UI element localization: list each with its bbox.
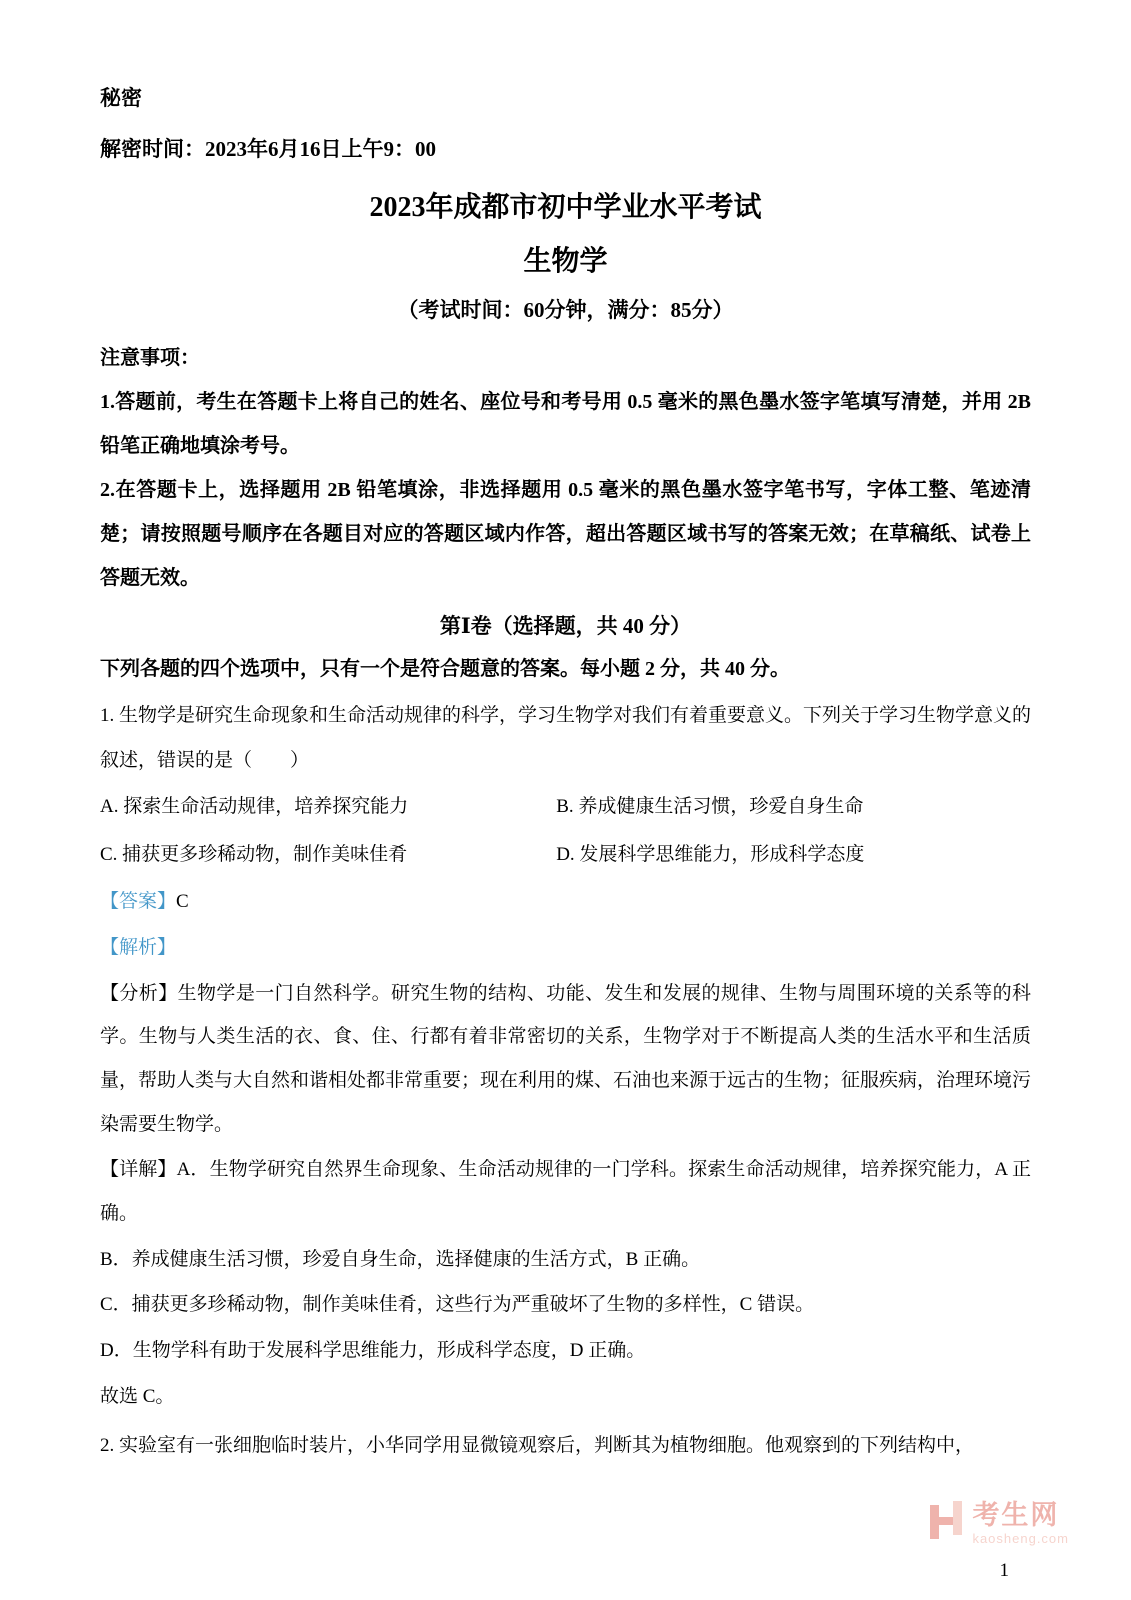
- question-1-answer-line: [100, 880, 1031, 924]
- question-1-xiangjie-a: 【详解】A．生物学研究自然界生命现象、生命活动规律的一门学科。探索生命活动规律，培养探究能力，A 正确。: [100, 1159, 1031, 1224]
- question-1-stem: 1. 生物学是研究生命现象和生命活动规律的科学，学习生物学对我们有着重要意义。下列关于学习生物学意义的叙述，错误的是（ ）: [100, 704, 1032, 771]
- question-1-options-row-2: [100, 831, 1031, 879]
- section-title: 第Ⅰ卷（选择题，共 40 分）: [439, 613, 692, 638]
- question-1-analysis-marker-line: [100, 926, 1031, 970]
- decrypt-time-label: 解密时间：2023年6月16日上午9：00: [100, 137, 436, 162]
- notice-item-2: 2.在答题卡上，选择题用 2B 铅笔填涂，非选择题用 0.5 毫米的黑色墨水签字笔书写，字体工整、笔迹清楚；请按照题号顺序在各题目对应的答题区域内作答，超出答题区域书写的答案无效；在草稿纸、试卷上答题无效。: [100, 478, 1031, 589]
- analysis-marker: 【解析】: [100, 936, 177, 958]
- subject-title: 生物学: [523, 245, 608, 277]
- watermark-site-domain: kaosheng.com: [972, 1531, 1069, 1547]
- answer-marker: 【答案】: [100, 891, 177, 913]
- section-instruction: 下列各题的四个选项中，只有一个是符合题意的答案。每小题 2 分，共 40 分。: [100, 657, 790, 680]
- question-2-stem: 2. 实验室有一张细胞临时装片，小华同学用显微镜观察后，判断其为植物细胞。他观察到的下列结构中，: [100, 1435, 975, 1457]
- kaosheng-logo-icon: [928, 1501, 964, 1541]
- exam-info-line: （考试时间：60分钟，满分：85分）: [397, 298, 734, 323]
- question-1-option-a: A. 探索生命活动规律，培养探究能力: [100, 796, 409, 818]
- notice-item-1: 1.答题前，考生在答题卡上将自己的姓名、座位号和考号用 0.5 毫米的黑色墨水签字笔填写清楚，并用 2B 铅笔正确地填涂考号。: [100, 390, 1031, 457]
- classification-label: 秘密: [100, 86, 142, 110]
- exam-title: 2023年成都市初中学业水平考试: [369, 191, 762, 223]
- question-1-conclusion: 故选 C。: [100, 1385, 175, 1407]
- question-1-option-d: D. 发展科学思维能力，形成科学态度: [556, 843, 865, 865]
- question-1-xiangjie-b: B．养成健康生活习惯，珍爱自身生命，选择健康的生活方式，B 正确。: [100, 1248, 701, 1270]
- page-number: 1: [999, 1560, 1009, 1581]
- question-1-option-c: C. 捕获更多珍稀动物，制作美味佳肴: [100, 843, 408, 865]
- notice-heading: 注意事项：: [100, 346, 200, 369]
- question-1-xiangjie-c: C．捕获更多珍稀动物，制作美味佳肴，这些行为严重破坏了生物的多样性，C 错误。: [100, 1294, 815, 1316]
- watermark-site-name: 考生网: [972, 1500, 1060, 1531]
- question-1-options-row-1: [100, 783, 1031, 831]
- watermark-text-block: [972, 1501, 1069, 1548]
- question-1-fenxi-paragraph: 【分析】生物学是一门自然科学。研究生物的结构、功能、发生和发展的规律、生物与周围环境的关系等的科学。生物与人类生活的衣、食、住、行都有着非常密切的关系，生物学对于不断提高人类的生活水平和生活质量，帮助人类与大自然和谐相处都非常重要；现在利用的煤、石油也来源于远古的生物；征服疾病，治理环境污染需要生物学。: [100, 982, 1032, 1135]
- kaosheng-watermark: [928, 1501, 1069, 1548]
- question-1-xiangjie-d: D．生物学科有助于发展科学思维能力，形成科学态度，D 正确。: [100, 1340, 646, 1362]
- answer-value: C: [176, 891, 189, 913]
- question-1-option-b: B. 养成健康生活习惯，珍爱自身生命: [556, 796, 864, 818]
